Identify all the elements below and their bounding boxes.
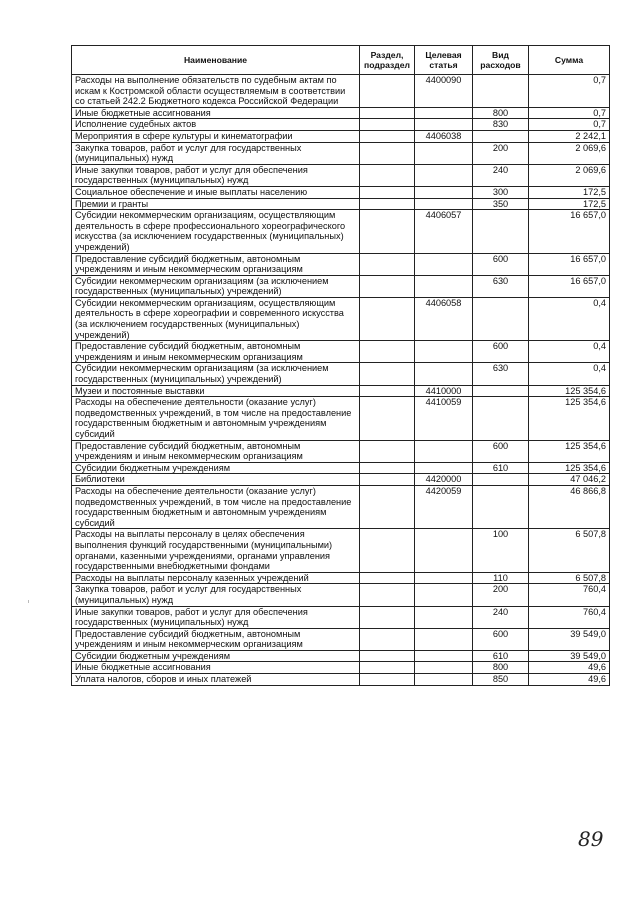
cell-article [415,462,473,474]
cell-section [360,275,415,297]
page-number: 89 [578,827,604,851]
cell-kind [473,385,529,397]
cell-section [360,662,415,674]
cell-article: 4400090 [415,75,473,108]
table-row [72,529,610,572]
cell-section [360,186,415,198]
table-row [72,662,610,674]
cell-kind: 300 [473,186,529,198]
cell-section [360,363,415,385]
table-row [72,107,610,119]
cell-section [360,107,415,119]
table-row [72,628,610,650]
cell-sum: 46 866,8 [529,485,610,528]
cell-name: Музеи и постоянные выставки [72,385,360,397]
header-article: Целевая статья [415,46,473,75]
header-name: Наименование [72,46,360,75]
cell-article [415,186,473,198]
cell-article: 4410059 [415,397,473,440]
cell-name: Закупка товаров, работ и услуг для государственных (муниципальных) нужд [72,142,360,164]
cell-article [415,674,473,686]
cell-sum: 0,7 [529,107,610,119]
table-row [72,142,610,164]
cell-section [360,397,415,440]
cell-name: Закупка товаров, работ и услуг для государственных (муниципальных) нужд [72,584,360,606]
cell-article [415,164,473,186]
table-row [72,474,610,486]
cell-kind: 600 [473,628,529,650]
cell-name: Исполнение судебных актов [72,119,360,131]
cell-kind [473,397,529,440]
cell-article [415,198,473,210]
cell-kind: 200 [473,142,529,164]
cell-section [360,198,415,210]
cell-name: Предоставление субсидий бюджетным, автономным учреждениям и иным некоммерческим организациям [72,253,360,275]
table-row [72,440,610,462]
cell-article [415,253,473,275]
cell-name: Расходы на выплаты персоналу в целях обеспечения выполнения функций государственными (муниципальными) органами, казенными учреждениями, органами управления государственными внебюджетными фондами [72,529,360,572]
cell-kind [473,130,529,142]
cell-section [360,297,415,340]
cell-kind: 240 [473,164,529,186]
table-body [72,75,610,686]
cell-sum: 47 046,2 [529,474,610,486]
cell-kind: 200 [473,584,529,606]
cell-article [415,628,473,650]
cell-sum: 125 354,6 [529,462,610,474]
header-section: Раздел, подраздел [360,46,415,75]
cell-kind: 110 [473,572,529,584]
cell-name: Предоставление субсидий бюджетным, автономным учреждениям и иным некоммерческим организациям [72,341,360,363]
cell-name: Субсидии некоммерческим организациям, осуществляющим деятельность в сфере хореографии и современного искусства (за исключением государственных (муниципальных) учреждений) [72,297,360,340]
cell-sum: 6 507,8 [529,529,610,572]
cell-section [360,485,415,528]
cell-name: Субсидии бюджетным учреждениям [72,462,360,474]
header-sum: Сумма [529,46,610,75]
cell-section [360,462,415,474]
cell-sum: 2 069,6 [529,142,610,164]
table-row [72,275,610,297]
cell-section [360,164,415,186]
cell-kind: 830 [473,119,529,131]
table-row [72,385,610,397]
cell-article [415,584,473,606]
table-row [72,210,610,253]
cell-sum: 2 242,1 [529,130,610,142]
cell-sum: 0,7 [529,75,610,108]
cell-sum: 49,6 [529,662,610,674]
cell-sum: 172,5 [529,198,610,210]
cell-article: 4420000 [415,474,473,486]
cell-kind: 610 [473,462,529,474]
table-row [72,572,610,584]
cell-name: Субсидии некоммерческим организациям, осуществляющим деятельность в сфере профессионального хореографического искусства (за исключением государственных (муниципальных) учреждений) [72,210,360,253]
cell-sum: 125 354,6 [529,397,610,440]
cell-kind: 350 [473,198,529,210]
cell-article [415,529,473,572]
table-row [72,119,610,131]
cell-sum: 125 354,6 [529,385,610,397]
table-header-row [72,46,610,75]
cell-section [360,210,415,253]
budget-table [71,45,610,686]
cell-kind [473,474,529,486]
cell-name: Иные закупки товаров, работ и услуг для обеспечения государственных (муниципальных) нужд [72,164,360,186]
cell-section [360,75,415,108]
cell-kind: 630 [473,363,529,385]
table-row [72,186,610,198]
cell-article [415,341,473,363]
table-row [72,606,610,628]
cell-section [360,628,415,650]
cell-name: Субсидии бюджетным учреждениям [72,650,360,662]
cell-article [415,119,473,131]
cell-sum: 0,4 [529,363,610,385]
cell-sum: 0,4 [529,341,610,363]
cell-kind [473,297,529,340]
cell-kind: 600 [473,341,529,363]
cell-article: 4406038 [415,130,473,142]
table-row [72,485,610,528]
cell-name: Библиотеки [72,474,360,486]
cell-sum: 49,6 [529,674,610,686]
cell-kind [473,210,529,253]
cell-article [415,275,473,297]
cell-article [415,142,473,164]
scan-mark [28,600,29,603]
cell-section [360,650,415,662]
cell-section [360,440,415,462]
cell-article [415,662,473,674]
cell-article [415,440,473,462]
cell-name: Иные бюджетные ассигнования [72,662,360,674]
cell-kind [473,75,529,108]
cell-article [415,363,473,385]
cell-sum: 6 507,8 [529,572,610,584]
cell-name: Иные закупки товаров, работ и услуг для обеспечения государственных (муниципальных) нужд [72,606,360,628]
cell-section [360,584,415,606]
cell-sum: 0,4 [529,297,610,340]
cell-article: 4410000 [415,385,473,397]
cell-section [360,474,415,486]
cell-article: 4420059 [415,485,473,528]
cell-sum: 172,5 [529,186,610,198]
cell-article [415,572,473,584]
cell-section [360,385,415,397]
table-row [72,674,610,686]
cell-section [360,674,415,686]
cell-name: Субсидии некоммерческим организациям (за исключением государственных (муниципальных) учреждений) [72,275,360,297]
cell-name: Социальное обеспечение и иные выплаты населению [72,186,360,198]
table-row [72,75,610,108]
table-row [72,341,610,363]
table-row [72,363,610,385]
cell-name: Субсидии некоммерческим организациям (за исключением государственных (муниципальных) учреждений) [72,363,360,385]
cell-sum: 16 657,0 [529,210,610,253]
cell-kind: 610 [473,650,529,662]
table-row [72,198,610,210]
cell-kind: 850 [473,674,529,686]
cell-section [360,606,415,628]
cell-sum: 760,4 [529,606,610,628]
cell-section [360,529,415,572]
cell-name: Предоставление субсидий бюджетным, автономным учреждениям и иным некоммерческим организациям [72,440,360,462]
cell-kind: 630 [473,275,529,297]
table-row [72,130,610,142]
cell-kind: 800 [473,662,529,674]
cell-name: Расходы на обеспечение деятельности (оказание услуг) подведомственных учреждений, в том числе на предоставление государственным бюджетным и автономным учреждениям субсидий [72,485,360,528]
table-row [72,397,610,440]
cell-section [360,119,415,131]
table-row [72,584,610,606]
cell-sum: 16 657,0 [529,253,610,275]
cell-kind: 600 [473,253,529,275]
cell-name: Премии и гранты [72,198,360,210]
cell-section [360,253,415,275]
cell-name: Расходы на выплаты персоналу казенных учреждений [72,572,360,584]
cell-article: 4406057 [415,210,473,253]
cell-name: Иные бюджетные ассигнования [72,107,360,119]
cell-article [415,107,473,119]
cell-name: Уплата налогов, сборов и иных платежей [72,674,360,686]
header-kind: Вид расходов [473,46,529,75]
cell-sum: 2 069,6 [529,164,610,186]
cell-article [415,650,473,662]
cell-sum: 760,4 [529,584,610,606]
cell-kind: 600 [473,440,529,462]
cell-article [415,606,473,628]
cell-kind: 800 [473,107,529,119]
cell-sum: 125 354,6 [529,440,610,462]
cell-kind [473,485,529,528]
cell-sum: 16 657,0 [529,275,610,297]
cell-name: Расходы на обеспечение деятельности (оказание услуг) подведомственных учреждений, в том числе на предоставление государственным бюджетным и автономным учреждениям субсидий [72,397,360,440]
table-row [72,297,610,340]
cell-sum: 0,7 [529,119,610,131]
cell-sum: 39 549,0 [529,628,610,650]
cell-name: Предоставление субсидий бюджетным, автономным учреждениям и иным некоммерческим организациям [72,628,360,650]
cell-kind: 100 [473,529,529,572]
cell-section [360,572,415,584]
cell-kind: 240 [473,606,529,628]
table-row [72,462,610,474]
cell-name: Мероприятия в сфере культуры и кинематографии [72,130,360,142]
table-row [72,253,610,275]
table-row [72,650,610,662]
cell-section [360,341,415,363]
cell-section [360,142,415,164]
cell-name: Расходы на выполнение обязательств по судебным актам по искам к Костромской области осуществляемым в соответствии со статьей 242.2 Бюджетного кодекса Российской Федерации [72,75,360,108]
cell-article: 4406058 [415,297,473,340]
table-row [72,164,610,186]
cell-sum: 39 549,0 [529,650,610,662]
cell-section [360,130,415,142]
